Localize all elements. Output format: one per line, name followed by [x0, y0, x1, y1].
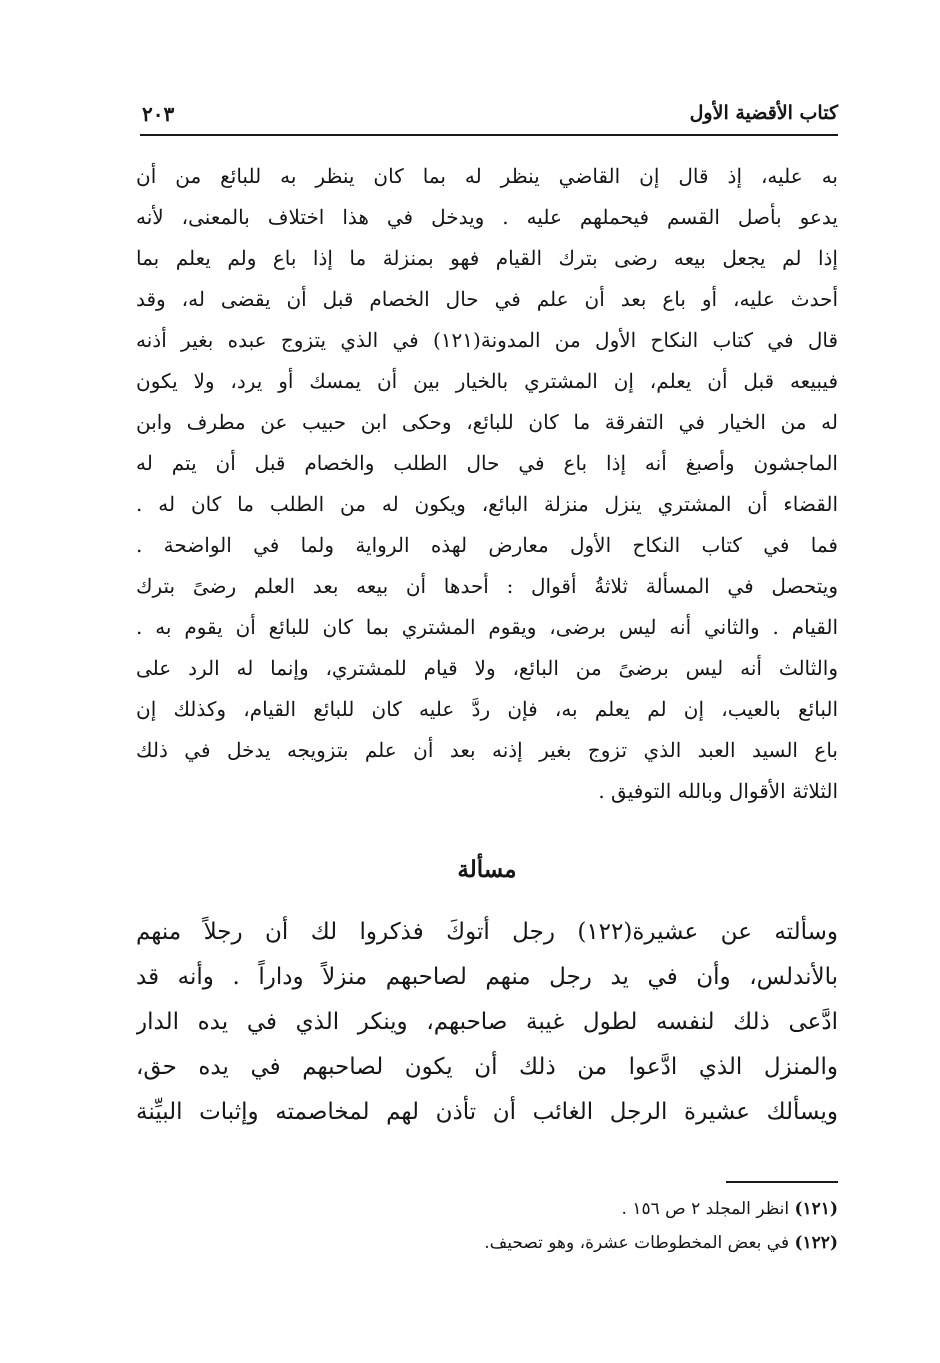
running-header [140, 100, 838, 136]
section-line: ويسألك عشيرة الرجل الغائب أن تأذن لهم لمخاصمته وإثبات البيِّنة [136, 1099, 838, 1125]
page-number: ٢٠٣ [142, 102, 175, 126]
body-line: الثلاثة الأقوال وبالله التوفيق . [598, 779, 838, 803]
book-title: كتاب الأقضية الأول [689, 102, 838, 124]
body-line: له من الخيار في التفرقة ما كان للبائع، وحكى ابن حبيب عن مطرف وابن [136, 410, 838, 434]
section-line: وسألته عن عشيرة(١٢٢) رجل أتوكَ فذكروا لك أن رجلاً منهم [136, 919, 838, 945]
body-line: والثالث أنه ليس برضىً من البائع، ولا قيام للمشتري، وإنما له الرد على [136, 656, 838, 680]
section-heading: مسألة [457, 856, 517, 883]
body-line: فيبيعه قبل أن يعلم، إن المشتري بالخيار بين أن يمسك أو يرد، ولا يكون [136, 369, 838, 393]
section-line: ادَّعى ذلك لنفسه لطول غيبة صاحبهم، وينكر الذي في يده الدار [136, 1009, 838, 1035]
body-text [136, 156, 838, 812]
footnote-text: انظر المجلد ٢ ص ١٥٦ . [621, 1199, 790, 1219]
body-line: فما في كتاب النكاح الأول معارض لهذه الرواية ولما في الواضحة . [136, 533, 838, 557]
footnote-number: (١٢١) [794, 1199, 838, 1219]
body-line: يدعو بأصل القسم فيحملهم عليه . ويدخل في هذا اختلاف بالمعنى، لأنه [136, 205, 838, 229]
footnote [338, 1192, 838, 1226]
body-line: القضاء أن المشتري ينزل منزلة البائع، ويكون له من الطلب ما كان له . [136, 492, 838, 516]
body-line: إذا لم يجعل بيعه رضى بترك القيام فهو بمنزلة ما إذا باع ولم يعلم بما [136, 246, 838, 270]
body-line: البائع بالعيب، إن لم يعلم به، فإن ردَّ عليه كان للبائع القيام، وكذلك إن [136, 697, 838, 721]
section-text [136, 910, 838, 1135]
body-line: قال في كتاب النكاح الأول من المدونة(١٢١) في الذي يتزوج عبده بغير أذنه [136, 328, 838, 352]
footnotes [338, 1192, 838, 1260]
section-line: والمنزل الذي ادَّعوا من ذلك أن يكون لصاحبهم في يده حق، [136, 1054, 838, 1080]
section-line: بالأندلس، وأن في يد رجل منهم لصاحبهم منزلاً وداراً . وأنه قد [136, 964, 838, 990]
footnote-text: في بعض المخطوطات عشرة، وهو تصحيف. [484, 1233, 790, 1253]
footnote [338, 1226, 838, 1260]
body-line: ويتحصل في المسألة ثلاثةُ أقوال : أحدها أن بيعه بعد العلم رضىً بترك [136, 574, 838, 598]
body-line: باع السيد العبد الذي تزوج بغير إذنه بعد أن علم بتزويجه يدخل في ذلك [136, 738, 838, 762]
body-line: أحدث عليه، أو باع بعد أن علم في حال الخصام قبل أن يقضى له، وقد [136, 287, 838, 311]
footnote-number: (١٢٢) [794, 1233, 838, 1253]
body-line: الماجشون وأصبغ أنه إذا باع في حال الطلب والخصام قبل أن يتم له [136, 451, 838, 475]
footnote-separator [726, 1181, 838, 1183]
body-line: به عليه، إذ قال إن القاضي ينظر له بما كان ينظر به للبائع من أن [136, 164, 838, 188]
body-line: القيام . والثاني أنه ليس برضى، ويقوم المشتري بما كان للبائع أن يقوم به . [136, 615, 838, 639]
